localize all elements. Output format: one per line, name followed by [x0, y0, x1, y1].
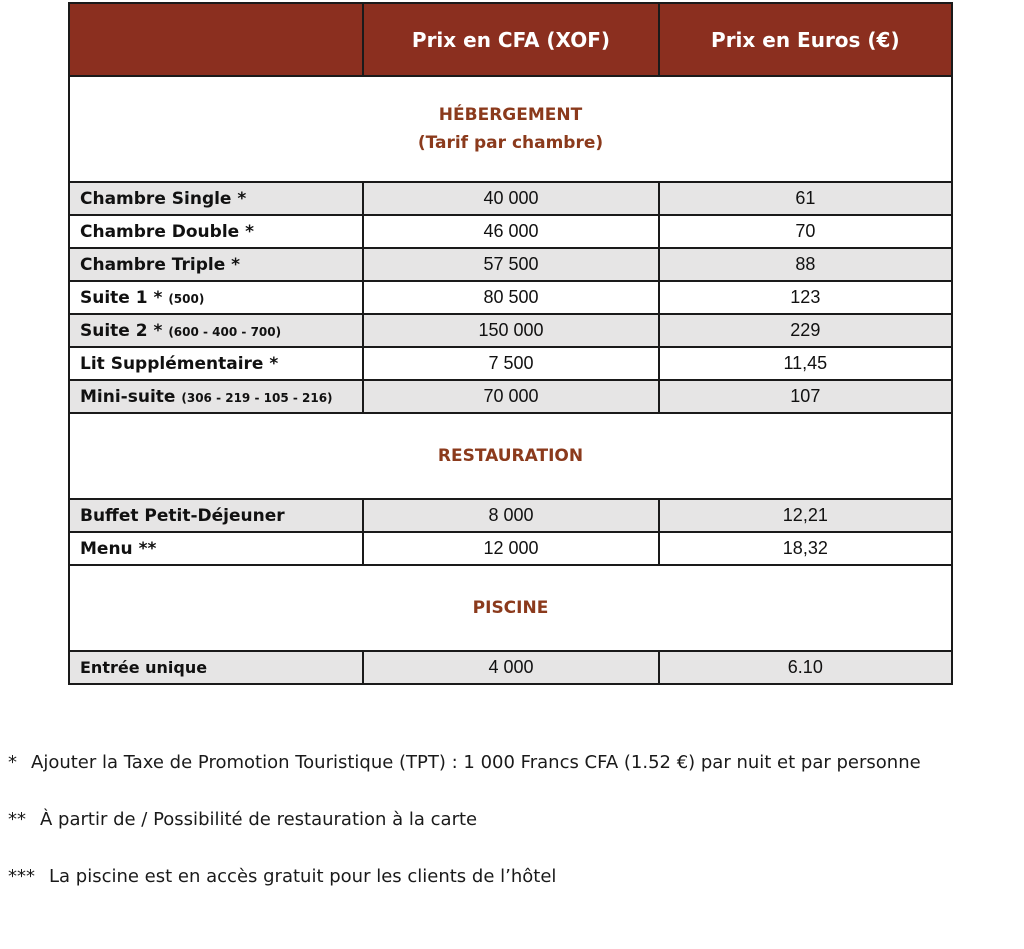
section-title-restauration: RESTAURATION: [437, 446, 584, 466]
row-cfa: 12 000: [363, 532, 658, 565]
row-label: Suite 2 * (600 - 400 - 700): [69, 314, 363, 347]
row-eur: 229: [659, 314, 952, 347]
footnote: [8, 809, 921, 866]
row-eur: 70: [659, 215, 952, 248]
table-header-row: [69, 3, 952, 76]
row-cfa: 150 000: [363, 314, 658, 347]
table-row: [69, 215, 952, 248]
row-eur: 107: [659, 380, 952, 413]
table-row: [69, 347, 952, 380]
row-cfa: 70 000: [363, 380, 658, 413]
row-label: Chambre Triple *: [69, 248, 363, 281]
table-row: [69, 182, 952, 215]
header-cfa: Prix en CFA (XOF): [363, 3, 658, 76]
row-cfa: 40 000: [363, 182, 658, 215]
header-empty-cell: [69, 3, 363, 76]
row-label: Entrée unique: [69, 651, 363, 684]
row-label: Suite 1 * (500): [69, 281, 363, 314]
section-subtitle-hebergement: (Tarif par chambre): [417, 133, 604, 153]
table-row: [69, 499, 952, 532]
row-label: Menu **: [69, 532, 363, 565]
section-piscine: [69, 565, 952, 651]
price-table: [68, 2, 953, 685]
row-cfa: 4 000: [363, 651, 658, 684]
row-cfa: 8 000: [363, 499, 658, 532]
section-restauration: [69, 413, 952, 499]
row-eur: 11,45: [659, 347, 952, 380]
section-title-piscine: PISCINE: [472, 598, 549, 618]
footnote-text: La piscine est en accès gratuit pour les clients de l’hôtel: [49, 866, 557, 887]
row-note: (306 - 219 - 105 - 216): [181, 390, 333, 405]
row-label: Buffet Petit-Déjeuner: [69, 499, 363, 532]
row-cfa: 80 500: [363, 281, 658, 314]
row-note: (600 - 400 - 700): [168, 324, 282, 339]
row-eur: 12,21: [659, 499, 952, 532]
row-eur: 123: [659, 281, 952, 314]
row-eur: 88: [659, 248, 952, 281]
header-eur: Prix en Euros (€): [659, 3, 952, 76]
footnote-text: Ajouter la Taxe de Promotion Touristique (TPT) : 1 000 Francs CFA (1.52 €) par nuit et par personne: [31, 752, 921, 773]
row-label: Chambre Single *: [69, 182, 363, 215]
footnote-text: À partir de / Possibilité de restauration à la carte: [40, 809, 478, 830]
footnote: [8, 866, 921, 923]
table-row: [69, 380, 952, 413]
footnote-stars: ***: [8, 866, 35, 887]
row-cfa: 7 500: [363, 347, 658, 380]
row-eur: 18,32: [659, 532, 952, 565]
table-row: [69, 532, 952, 565]
table-row: [69, 248, 952, 281]
row-cfa: 46 000: [363, 215, 658, 248]
table-row: [69, 651, 952, 684]
row-cfa: 57 500: [363, 248, 658, 281]
section-hebergement: [69, 76, 952, 182]
row-eur: 61: [659, 182, 952, 215]
row-label: Lit Supplémentaire *: [69, 347, 363, 380]
footnote-stars: **: [8, 809, 26, 830]
row-label: Mini-suite (306 - 219 - 105 - 216): [69, 380, 363, 413]
footnote-stars: *: [8, 752, 17, 773]
table-row: [69, 281, 952, 314]
footnotes: [8, 752, 921, 923]
row-eur: 6.10: [659, 651, 952, 684]
row-label: Chambre Double *: [69, 215, 363, 248]
section-title-hebergement: HÉBERGEMENT: [438, 105, 583, 125]
table-row: [69, 314, 952, 347]
footnote: [8, 752, 921, 809]
row-note: (500): [168, 291, 205, 306]
